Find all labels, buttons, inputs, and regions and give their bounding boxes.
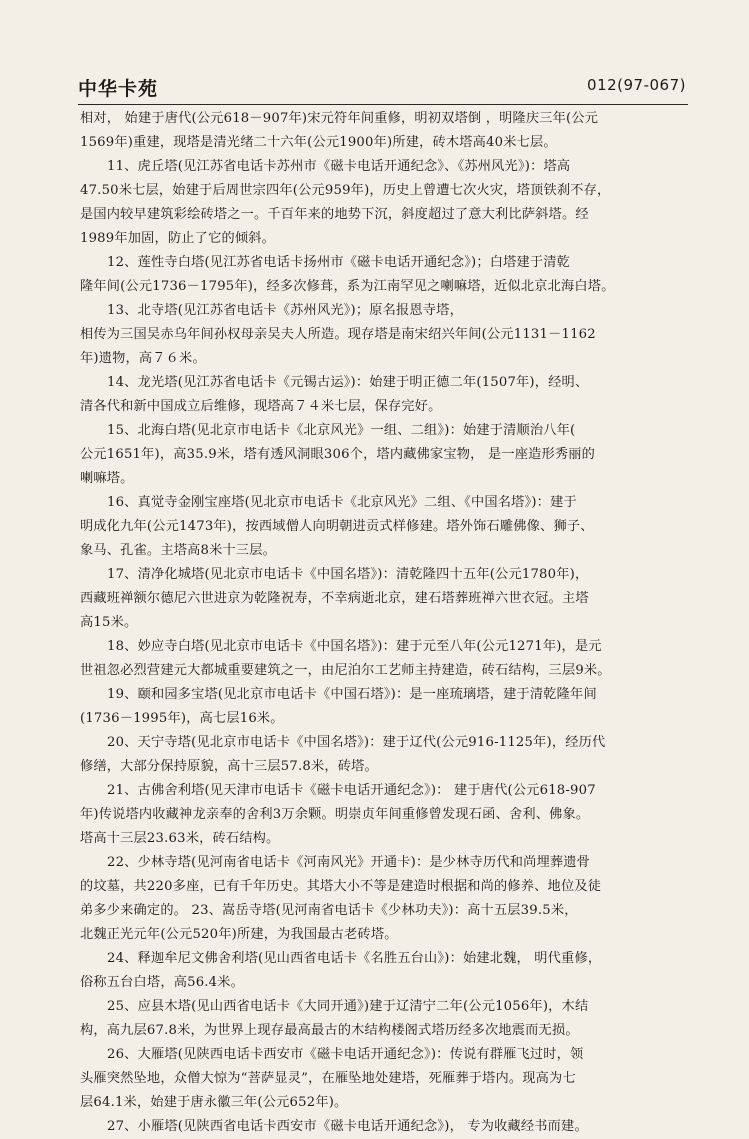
text-line: 喇嘛塔。 xyxy=(80,471,134,486)
text-line: 西藏班禅额尔德尼六世进京为乾隆祝寿，不幸病逝北京，建石塔葬班禅六世衣冠。主塔 xyxy=(80,591,589,606)
text-line: 26、大雁塔(见陕西电话卡西安市《磁卡电话开通纪念》)：传说有群雁飞过时，领 xyxy=(107,1047,584,1062)
text-line: 俗称五台白塔，高56.4米。 xyxy=(80,975,245,990)
text-line: 年)遗物，高７６米。 xyxy=(80,351,206,366)
text-line: 年)传说塔内收藏神龙亲奉的舍利3万余颗。明崇贞年间重修曾发现石函、舍利、佛象。 xyxy=(80,807,590,822)
article-body xyxy=(80,107,685,1139)
text-line: 隆年间(公元1736－1795年)，经多次修葺，系为江南罕见之喇嘛塔，近似北京北海白塔。 xyxy=(80,279,615,294)
text-line: 弟多少来确定的。 23、嵩岳寺塔(见河南省电话卡《少林功夫》)：高十五层39.5米， xyxy=(80,903,578,918)
text-line: 22、少林寺塔(见河南省电话卡《河南风光》开通卡)：是少林寺历代和尚埋葬遗骨 xyxy=(107,855,591,870)
text-line: 的坟墓，共220多座，已有千年历史。其塔大小不等是建造时根据和尚的修养、地位及徒 xyxy=(80,879,602,894)
text-line: 象马、孔雀。主塔高8米十三层。 xyxy=(80,543,277,558)
text-line: 是国内较早建筑彩绘砖塔之一。千百年来的地势下沉，斜度超过了意大利比萨斜塔。经 xyxy=(80,207,589,222)
text-line: 头雁突然坠地，众僧大惊为“菩萨显灵”，在雁坠地处建塔，死雁葬于塔内。现高为七 xyxy=(80,1071,576,1086)
text-line: 47.50米七层，始建于后周世宗四年(公元959年)，历史上曾遭七次火灾，塔顶铁刹不存， xyxy=(80,183,611,198)
text-line: 修缮，大部分保持原貌，高十三层57.8米，砖塔。 xyxy=(80,759,378,774)
text-line: 12、莲性寺白塔(见江苏省电话卡扬州市《磁卡电话开通纪念》)；白塔建于清乾 xyxy=(107,255,571,270)
header-rule xyxy=(78,104,688,105)
text-line: 21、古佛舍利塔(见天津市电话卡《磁卡电话开通纪念》)： 建于唐代(公元618-907 xyxy=(107,783,596,798)
text-line: 公元1651年)，高35.9米，塔有透风洞眼306个，塔内藏佛家宝物， 是一座造形秀丽的 xyxy=(80,447,596,462)
text-line: 高15米。 xyxy=(80,615,138,630)
page-code: 012(97-067) xyxy=(587,76,686,94)
text-line: 相对， 始建于唐代(公元618－907年)宋元符年间重修，明初双塔倒 ，明隆庆三年(公元 xyxy=(80,111,599,126)
text-line: 13、北寺塔(见江苏省电话卡《苏州风光》)；原名报恩寺塔， xyxy=(107,303,463,318)
text-line: 24、释迦牟尼文佛舍利塔(见山西省电话卡《名胜五台山》)：始建北魏， 明代重修， xyxy=(107,951,602,966)
text-line: 明成化九年(公元1473年)，按西域僧人向明朝进贡式样修建。塔外饰石雕佛像、狮子、 xyxy=(80,519,594,534)
text-line: (1736－1995年)，高七层16米。 xyxy=(80,711,284,726)
text-line: 15、北海白塔(见北京市电话卡《北京风光》一组、二组》)：始建于清顺治八年( xyxy=(107,423,576,438)
text-line: 北魏正光元年(公元520年)所建，为我国最古老砖塔。 xyxy=(80,927,398,942)
text-line: 18、妙应寺白塔(见北京市电话卡《中国名塔》)：建于元至八年(公元1271年)，是元 xyxy=(107,639,602,654)
text-line: 11、虎丘塔(见江苏省电话卡苏州市《磁卡电话开通纪念》、《苏州风光》)：塔高 xyxy=(107,159,571,174)
text-line: 20、天宁寺塔(见北京市电话卡《中国名塔》)：建于辽代(公元916-1125年)，经历代 xyxy=(107,735,606,750)
text-line: 世祖忽必烈营建元大都城重要建筑之一，由尼泊尔工艺师主持建造，砖石结构，三层9米。 xyxy=(80,663,611,678)
text-line: 构，高九层67.8米，为世界上现存最高最古的木结构楼阁式塔历经多次地震而无损。 xyxy=(80,1023,579,1038)
page-header xyxy=(78,74,686,104)
text-line: 塔高十三层23.63米，砖石结构。 xyxy=(80,831,280,846)
text-line: 1989年加固，防止了它的倾斜。 xyxy=(80,231,276,246)
text-line: 相传为三国吴赤乌年间孙权母亲吴夫人所造。现存塔是南宋绍兴年间(公元1131－1162 xyxy=(80,327,596,342)
text-line: 17、清净化城塔(见北京市电话卡《中国名塔》)：清乾隆四十五年(公元1780年)， xyxy=(107,567,589,582)
text-line: 16、真觉寺金刚宝座塔(见北京市电话卡《北京风光》二组、《中国名塔》)：建于 xyxy=(107,495,577,510)
text-line: 1569年)重建，现塔是清光绪二十六年(公元1900年)所建，砖木塔高40米七层。 xyxy=(80,135,557,150)
text-line: 14、龙光塔(见江苏省电话卡《元锡古运》)：始建于明正德二年(1507年)，经明、 xyxy=(107,375,589,390)
text-line: 清各代和新中国成立后维修，现塔高７４米七层，保存完好。 xyxy=(80,399,442,414)
magazine-title: 中华卡苑 xyxy=(78,78,159,100)
text-line: 25、应县木塔(见山西省电话卡《大同开通》)建于辽清宁二年(公元1056年)，木结 xyxy=(107,999,589,1014)
text-line: 层64.1米，始建于唐永徽三年(公元652年)。 xyxy=(80,1095,348,1110)
text-line: 27、小雁塔(见陕西省电话卡西安市《磁卡电话开通纪念》)， 专为收藏经书而建。 xyxy=(107,1119,588,1134)
text-line: 19、颐和园多宝塔(见北京市电话卡《中国石塔》)：是一座琉璃塔，建于清乾隆年间 xyxy=(107,687,597,702)
